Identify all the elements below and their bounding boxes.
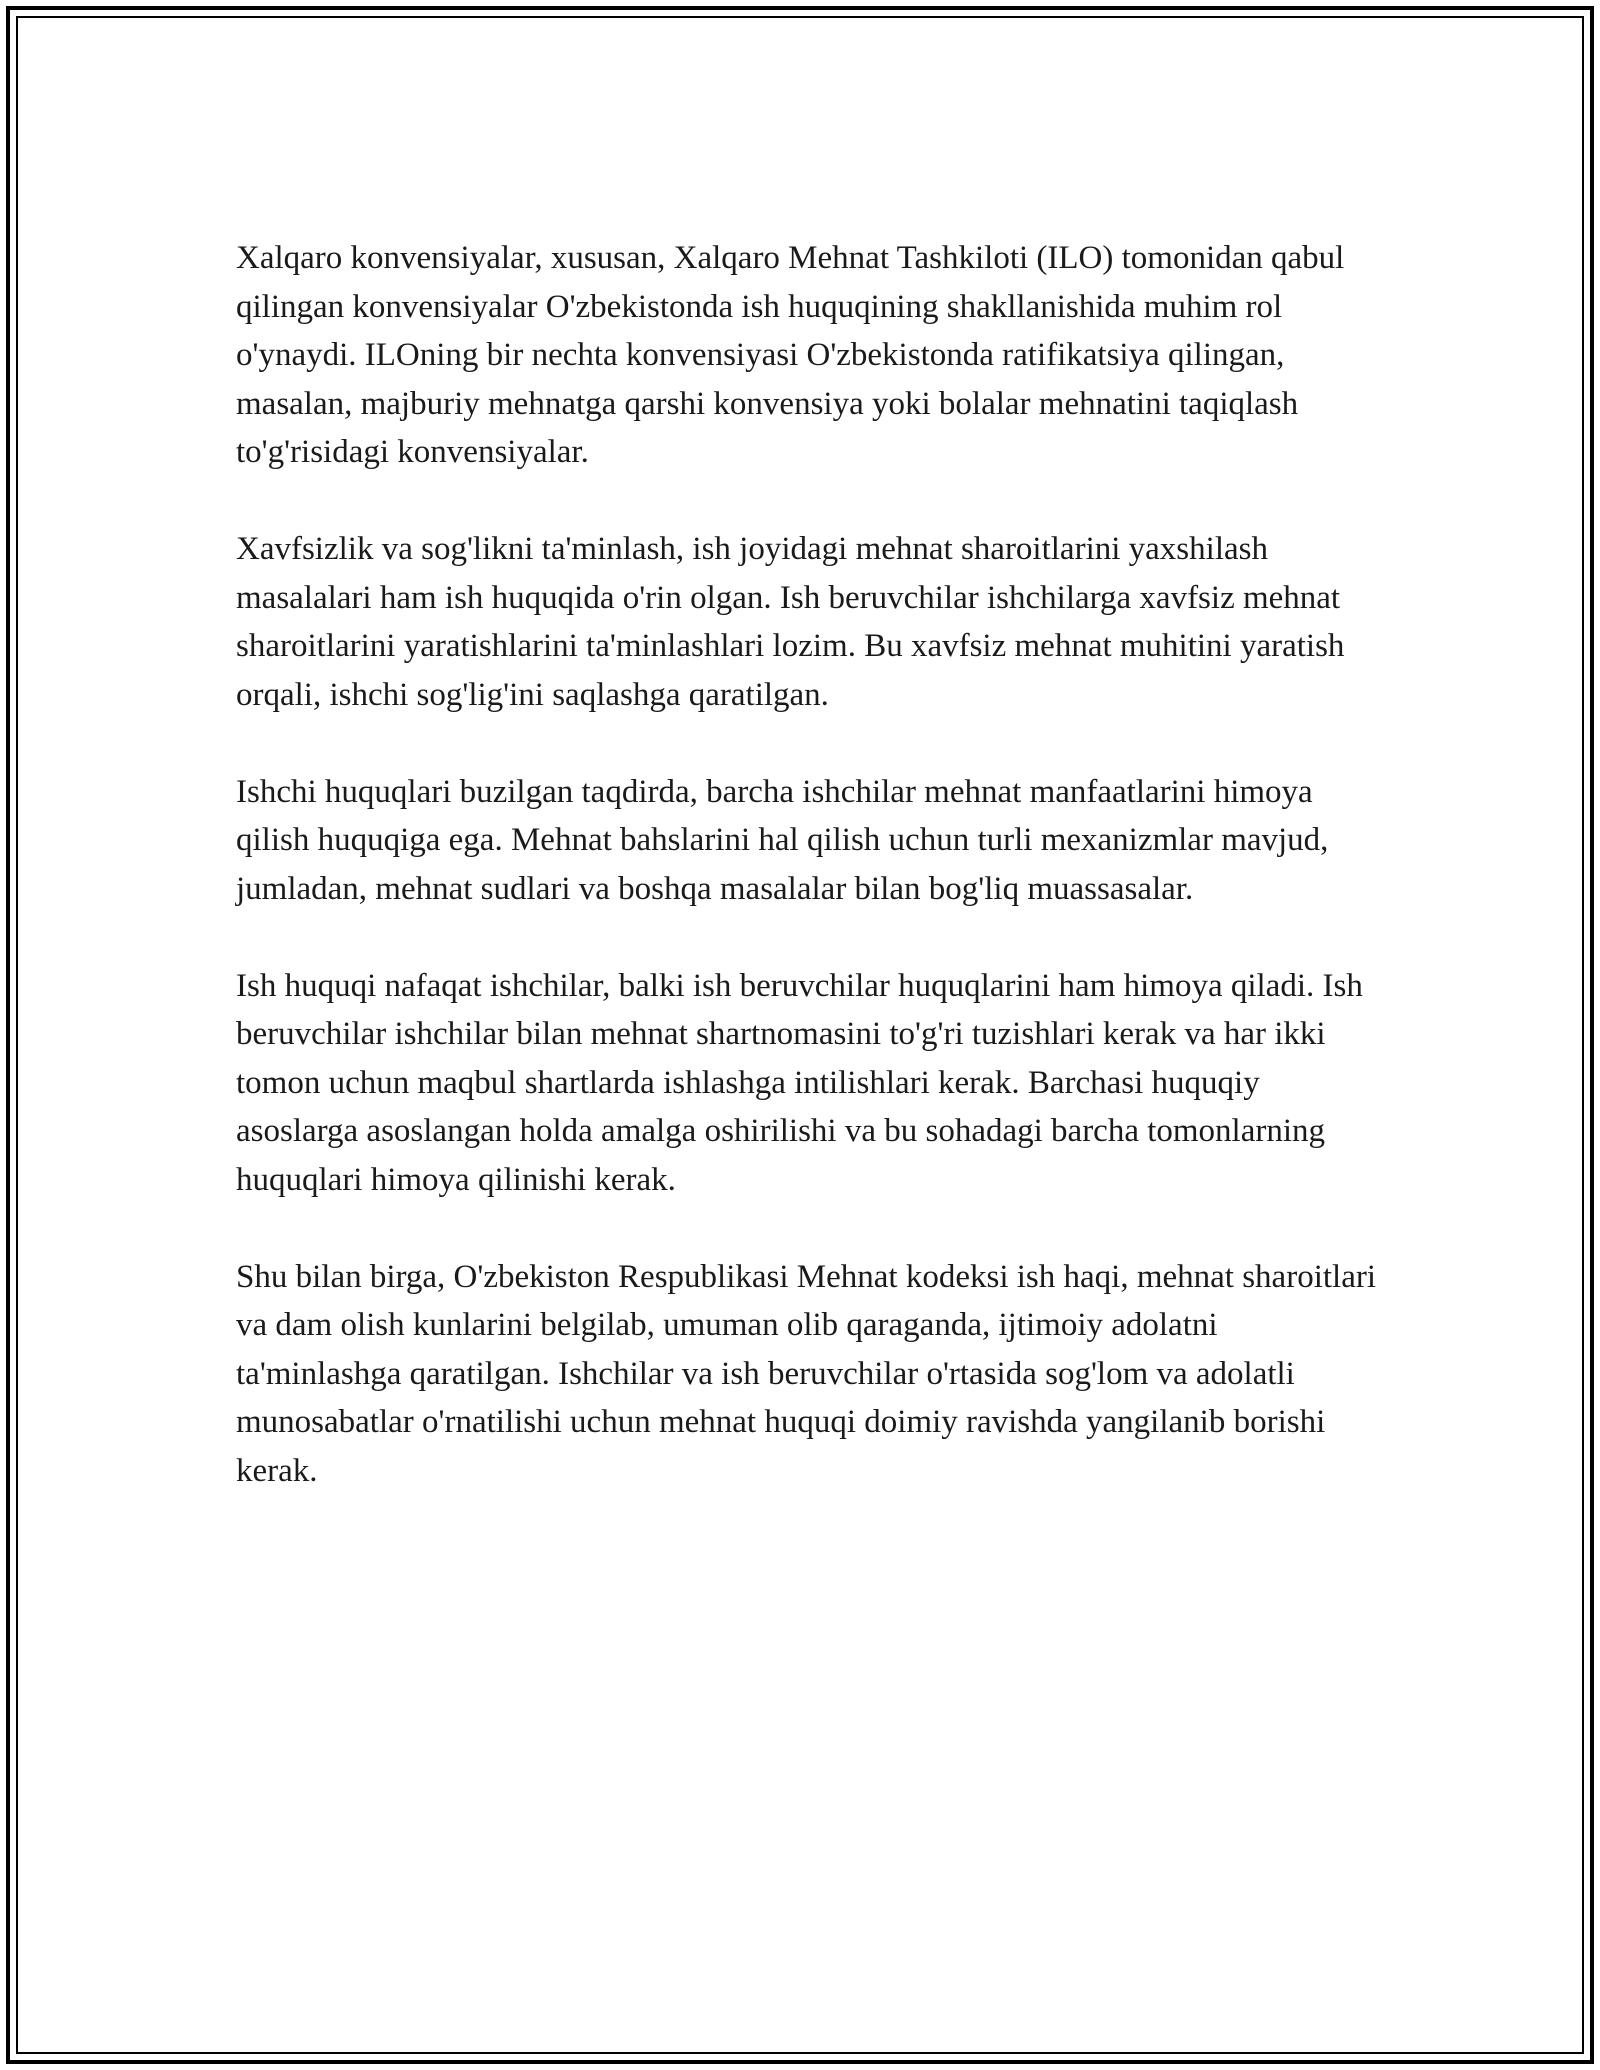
paragraph-ilo-conventions: Xalqaro konvensiyalar, xususan, Xalqaro Mehnat Tashkiloti (ILO) tomonidan qabul qilingan konvensiyalar O'zbekistonda ish huquqining shakllanishida muhim rol o'ynaydi. ILOning bir nechta konvensiyasi O'zbekistonda ratifikatsiya qilingan, masalan, majburiy mehnatga qarshi konvensiya yoki bolalar mehnatini taqiqlash to'g'risidagi konvensiyalar. [236,240,1345,470]
paragraph-labor-code: Shu bilan birga, O'zbekiston Respublikasi Mehnat kodeksi ish haqi, mehnat sharoitlari va dam olish kunlarini belgilab, umuman olib qaraganda, ijtimoiy adolatni ta'minlashga qaratilgan. Ishchilar va ish beruvchilar o'rtasida sog'lom va adolatli munosabatlar o'rnatilishi uchun mehnat huquqi doimiy ravishda yangilanib borishi kerak. [236,1258,1376,1489]
document-body [236,234,1376,1495]
paragraph-workplace-safety: Xavfsizlik va sog'likni ta'minlash, ish joyidagi mehnat sharoitlarini yaxshilash masalalari ham ish huquqida o'rin olgan. Ish beruvchilar ishchilarga xavfsiz mehnat sharoitlarini yaratishlarini ta'minlashlari lozim. Bu xavfsiz mehnat muhitini yaratish orqali, ishchi sog'lig'ini saqlashga qaratilgan. [236,531,1345,713]
paragraph-worker-rights: Ishchi huquqlari buzilgan taqdirda, barcha ishchilar mehnat manfaatlarini himoya qilish huquqiga ega. Mehnat bahslarini hal qilish uchun turli mexanizmlar mavjud, jumladan, mehnat sudlari va boshqa masalalar bilan bog'liq muassasalar. [236,773,1329,907]
paragraph-employer-rights: Ish huquqi nafaqat ishchilar, balki ish beruvchilar huquqlarini ham himoya qiladi. Ish beruvchilar ishchilar bilan mehnat shartnomasini to'g'ri tuzishlari kerak va har ikki tomon uchun maqbul shartlarda ishlashga intilishlari kerak. Barchasi huquqiy asoslarga asoslangan holda amalga oshirilishi va bu sohadagi barcha tomonlarning huquqlari himoya qilinishi kerak. [236,967,1363,1198]
